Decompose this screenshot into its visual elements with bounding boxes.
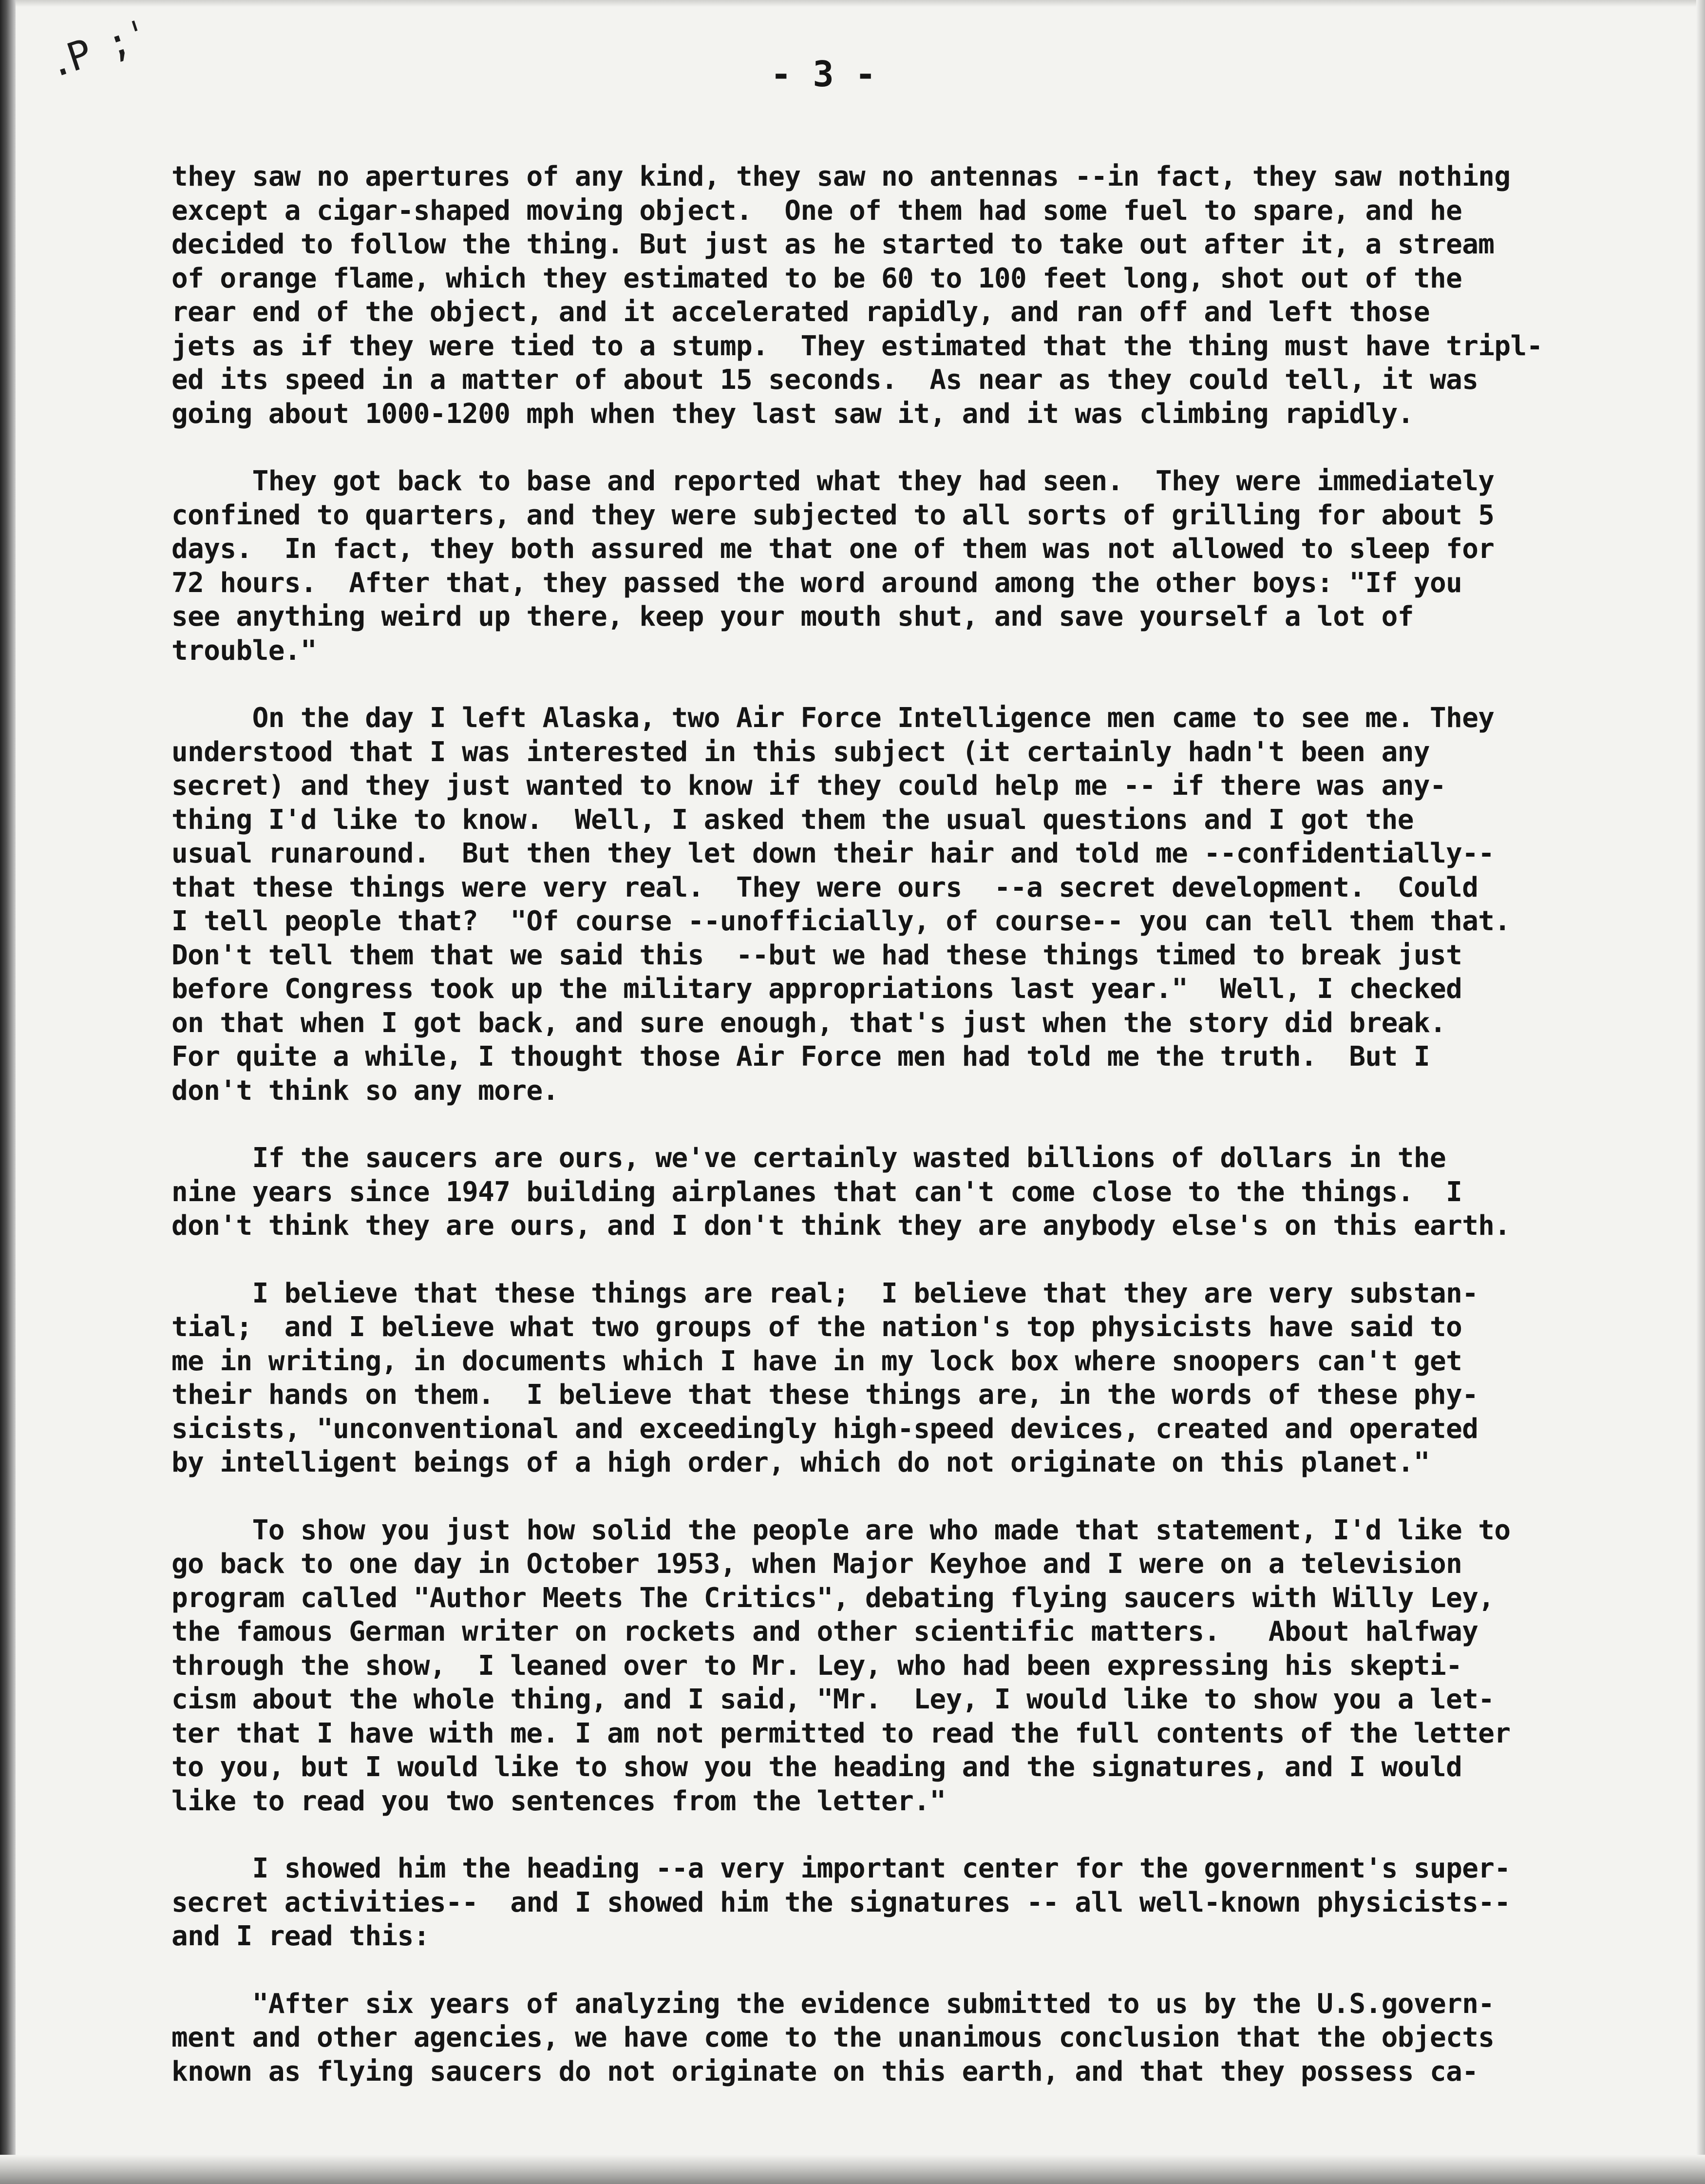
- text-line: nine years since 1947 building airplanes that can't come close to the things. I: [171, 1176, 1462, 1208]
- text-line: rear end of the object, and it accelerated rapidly, and ran off and left those: [171, 296, 1430, 328]
- paragraph: [171, 464, 1648, 668]
- paragraph: [171, 701, 1648, 1108]
- text-line: "After six years of analyzing the evidence submitted to us by the U.S.govern-: [171, 1988, 1495, 2020]
- text-line: cism about the whole thing, and I said, "Mr. Ley, I would like to show you a let-: [171, 1684, 1495, 1715]
- text-line: I tell people that? "Of course --unofficially, of course-- you can tell them that.: [171, 905, 1511, 937]
- text-line: to you, but I would like to show you the heading and the signatures, and I would: [171, 1751, 1462, 1783]
- scan-top-shadow: [0, 0, 1705, 7]
- text-line: ed its speed in a matter of about 15 seconds. As near as they could tell, it was: [171, 364, 1478, 396]
- text-line: tial; and I believe what two groups of the nation's top physicists have said to: [171, 1311, 1462, 1343]
- text-line: Don't tell them that we said this --but we had these things timed to break just: [171, 939, 1462, 971]
- text-line: see anything weird up there, keep your mouth shut, and save yourself a lot of: [171, 601, 1414, 632]
- text-line: ment and other agencies, we have come to the unanimous conclusion that the objects: [171, 2022, 1495, 2053]
- scan-bottom-shadow: [0, 2155, 1705, 2184]
- text-line: To show you just how solid the people are who made that statement, I'd like to: [171, 1514, 1511, 1546]
- text-line: going about 1000-1200 mph when they last saw it, and it was climbing rapidly.: [171, 398, 1414, 430]
- text-line: don't think they are ours, and I don't think they are anybody else's on this earth.: [171, 1210, 1511, 1242]
- text-line: and I read this:: [171, 1920, 430, 1952]
- text-line: ter that I have with me. I am not permitted to read the full contents of the letter: [171, 1717, 1511, 1749]
- text-line: I showed him the heading --a very important center for the government's super-: [171, 1853, 1511, 1884]
- text-line: their hands on them. I believe that these things are, in the words of these phy-: [171, 1379, 1478, 1411]
- text-line: thing I'd like to know. Well, I asked them the usual questions and I got the: [171, 804, 1414, 836]
- text-line: 72 hours. After that, they passed the word around among the other boys: "If you: [171, 567, 1462, 599]
- text-line: If the saucers are ours, we've certainly wasted billions of dollars in the: [171, 1142, 1446, 1174]
- text-line: On the day I left Alaska, two Air Force Intelligence men came to see me. They: [171, 702, 1495, 734]
- text-line: by intelligent beings of a high order, which do not originate on this planet.": [171, 1447, 1430, 1478]
- scan-left-shadow: [0, 0, 16, 2184]
- text-line: sicists, "unconventional and exceedingly high-speed devices, created and operated: [171, 1413, 1478, 1445]
- handwritten-corner-mark: .P ;ˈ: [41, 12, 154, 87]
- text-line: the famous German writer on rockets and other scientific matters. About halfway: [171, 1616, 1478, 1648]
- text-line: like to read you two sentences from the letter.": [171, 1785, 946, 1817]
- text-line: don't think so any more.: [171, 1074, 559, 1107]
- paragraph: [171, 160, 1648, 431]
- text-line: I believe that these things are real; I believe that they are very substan-: [171, 1277, 1478, 1309]
- text-line: before Congress took up the military appropriations last year." Well, I checked: [171, 973, 1462, 1005]
- text-line: secret activities-- and I showed him the signatures -- all well-known physicists--: [171, 1886, 1511, 1918]
- scan-right-shadow: [1696, 0, 1705, 2184]
- text-line: through the show, I leaned over to Mr. Ley, who had been expressing his skepti-: [171, 1649, 1462, 1682]
- text-line: that these things were very real. They were ours --a secret development. Could: [171, 871, 1478, 903]
- text-line: understood that I was interested in this subject (it certainly hadn't been any: [171, 736, 1430, 768]
- text-line: They got back to base and reported what they had seen. They were immediately: [171, 465, 1495, 497]
- paragraph: [171, 1141, 1648, 1243]
- text-line: me in writing, in documents which I have in my lock box where snoopers can't get: [171, 1345, 1462, 1377]
- text-line: secret) and they just wanted to know if they could help me -- if there was any-: [171, 770, 1446, 802]
- text-line: jets as if they were tied to a stump. They estimated that the thing must have tripl-: [171, 330, 1543, 362]
- paragraph: [171, 1987, 1648, 2089]
- text-line: known as flying saucers do not originate on this earth, and that they possess ca-: [171, 2055, 1478, 2088]
- text-line: trouble.": [171, 634, 317, 667]
- text-line: of orange flame, which they estimated to be 60 to 100 feet long, shot out of the: [171, 262, 1462, 294]
- text-line: they saw no apertures of any kind, they saw no antennas --in fact, they saw nothing: [171, 161, 1511, 192]
- text-line: decided to follow the thing. But just as he started to take out after it, a stream: [171, 229, 1495, 260]
- text-line: For quite a while, I thought those Air Force men had told me the truth. But I: [171, 1041, 1430, 1073]
- page-number: - 3 -: [770, 54, 876, 95]
- paragraph: [171, 1852, 1648, 1954]
- text-line: confined to quarters, and they were subjected to all sorts of grilling for about 5: [171, 499, 1495, 531]
- text-line: go back to one day in October 1953, when Major Keyhoe and I were on a television: [171, 1548, 1462, 1580]
- typewritten-body: [171, 160, 1648, 2088]
- text-line: days. In fact, they both assured me that one of them was not allowed to sleep for: [171, 533, 1495, 565]
- text-line: except a cigar-shaped moving object. One of them had some fuel to spare, and he: [171, 194, 1462, 227]
- paragraph: [171, 1513, 1648, 1819]
- text-line: program called "Author Meets The Critics", debating flying saucers with Willy Ley,: [171, 1582, 1495, 1614]
- text-line: usual runaround. But then they let down their hair and told me --confidentially--: [171, 838, 1495, 869]
- text-line: on that when I got back, and sure enough, that's just when the story did break.: [171, 1007, 1446, 1039]
- paragraph: [171, 1277, 1648, 1480]
